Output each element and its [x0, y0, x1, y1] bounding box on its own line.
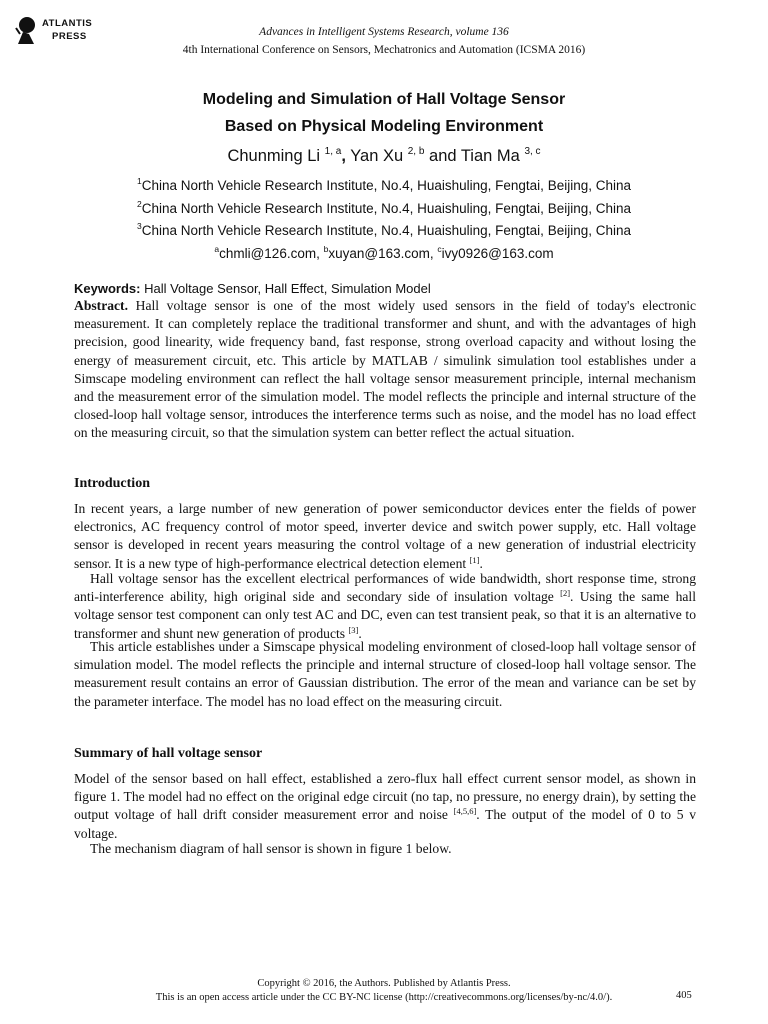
paragraph-text: In recent years, a large number of new generation of power semiconductor devices enter the fields of power electronics, AC frequency control of motor speed, inverter device and switch power supply, etc. Hall voltage sensor is developed in recent years measuring the control voltage of a new generation of industrial electricity sensor. It is a new type of high-performance electrical detection element [74, 501, 696, 571]
paragraph-text: This article establishes under a Simscape physical modeling environment of closed-loop hall voltage sensor of simulation model. The model reflects the principle and internal structure of closed-loop hall voltage sensor. The measurement result contains an error of Gaussian distribution. The error of the mean and variance can be set by the parameter interface. The model has no load effect on the measuring circuit. [74, 639, 696, 709]
paragraph-text: . [358, 625, 362, 641]
abstract-text: Hall voltage sensor is one of the most widely used sensors in the field of today's electronic measurement. It can completely replace the traditional transformer and shunt, and with the advantages of high precision, good linearity, wide frequency band, fast response, strong overload capacity and without losing the energy of measurement circuit, etc. This article by MATLAB / simulink simulation tool establishes under a Simscape modeling environment can reflect the hall voltage sensor measurement principle, internal mechanism and the measurement error of the simulation model. The model reflects the principle and internal structure of the closed-loop hall voltage sensor, introduces the interference terms such as noise, and the model has no load effect on the measuring circuit, so that the simulation system can better reflect the actual situation. [74, 298, 697, 441]
summary-paragraph-1 [74, 770, 696, 843]
email-link[interactable]: chmli@126.com, [219, 246, 320, 261]
paragraph-text: . Using the same hall voltage sensor test component can only test AC and DC, even can test transient peak, so that it is an alternative to transformer and shunt new generation of products [74, 589, 696, 641]
journal-header: Advances in Intelligent Systems Research, volume 136 [259, 26, 509, 38]
affiliation-sup: 3 [136, 221, 142, 231]
paragraph-text: . [479, 555, 483, 571]
author-sup: 1, a [324, 146, 342, 157]
email-link[interactable]: xuyan@163.com, [328, 246, 434, 261]
conference-header: 4th International Conference on Sensors, Mechatronics and Automation (ICSMA 2016) [182, 44, 586, 56]
affiliation-3 [0, 221, 768, 238]
logo-text-press: PRESS [52, 31, 87, 42]
title-line-1: Modeling and Simulation of Hall Voltage Sensor [202, 91, 566, 108]
summary-paragraph-2 [74, 840, 696, 858]
author-sup: 3, c [524, 146, 541, 157]
abstract-label: Abstract. [74, 298, 128, 313]
keywords [74, 281, 431, 296]
keywords-label: Keywords: [74, 281, 141, 296]
citation: [4,5,6] [453, 806, 477, 817]
email-sup: a [214, 244, 220, 254]
email-sup: c [437, 244, 442, 254]
section-heading-introduction: Introduction [74, 476, 150, 491]
paragraph-text: Model of the sensor based on hall effect, established a zero-flux hall effect current sensor model, as shown in figure 1. The model had no effect on the original edge circuit (no tap, no pressure, no energy drain), by setting the output voltage of hall drift consider measurement error and noise [74, 771, 696, 823]
citation: [3] [348, 624, 359, 635]
paragraph-text: Hall voltage sensor has the excellent electrical performances of wide bandwidth, short response time, strong anti-interference ability, high original side and secondary side of insulation voltage [74, 571, 696, 605]
copyright-footer [0, 977, 768, 1005]
affiliation-2 [0, 199, 768, 216]
author-name: Yan Xu [350, 147, 404, 165]
citation: [1] [469, 554, 480, 565]
affiliation-text: China North Vehicle Research Institute, No.4, Huaishuling, Fengtai, Beijing, China [141, 223, 631, 238]
keywords-text: Hall Voltage Sensor, Hall Effect, Simulation Model [144, 281, 431, 296]
email-link[interactable]: ivy0926@163.com [441, 246, 554, 261]
intro-paragraph-1 [74, 500, 696, 573]
abstract [74, 297, 696, 443]
author-sup: 2, b [407, 146, 425, 157]
author-list: Chunming Li $^{1, a}$, Yan Xu $^{2, b}$ and Tian Ma $^{3, c}$ [227, 146, 541, 165]
paper-title [0, 86, 768, 140]
intro-paragraph-3 [74, 638, 696, 711]
section-heading-summary: Summary of hall voltage sensor [74, 746, 263, 761]
author-name: Chunming Li [227, 147, 321, 165]
affiliation-text: China North Vehicle Research Institute, No.4, Huaishuling, Fengtai, Beijing, China [141, 178, 631, 193]
author-name: Tian Ma [460, 147, 520, 165]
paragraph-text: . The output of the model of 0 to 5 v voltage. [74, 807, 696, 841]
affiliation-1 [0, 176, 768, 193]
citation: [2] [560, 588, 571, 599]
intro-paragraph-2 [74, 570, 696, 643]
affiliation-text: China North Vehicle Research Institute, No.4, Huaishuling, Fengtai, Beijing, China [141, 201, 631, 216]
paragraph-text: The mechanism diagram of hall sensor is shown in figure 1 below. [90, 841, 452, 856]
author-emails [0, 244, 768, 261]
logo-text-atlantis: ATLANTIS [42, 18, 93, 29]
email-sup: b [323, 244, 329, 254]
license-line: This is an open access article under the CC BY-NC license (http://creativecommons.org/licenses/by-nc/4.0/). [155, 992, 613, 1003]
affiliation-sup: 1 [136, 176, 142, 186]
title-line-2: Based on Physical Modeling Environment [224, 118, 544, 135]
copyright-line: Copyright © 2016, the Authors. Published by Atlantis Press. [257, 978, 511, 989]
affiliation-sup: 2 [136, 199, 142, 209]
page-number: 405 [676, 990, 692, 1001]
